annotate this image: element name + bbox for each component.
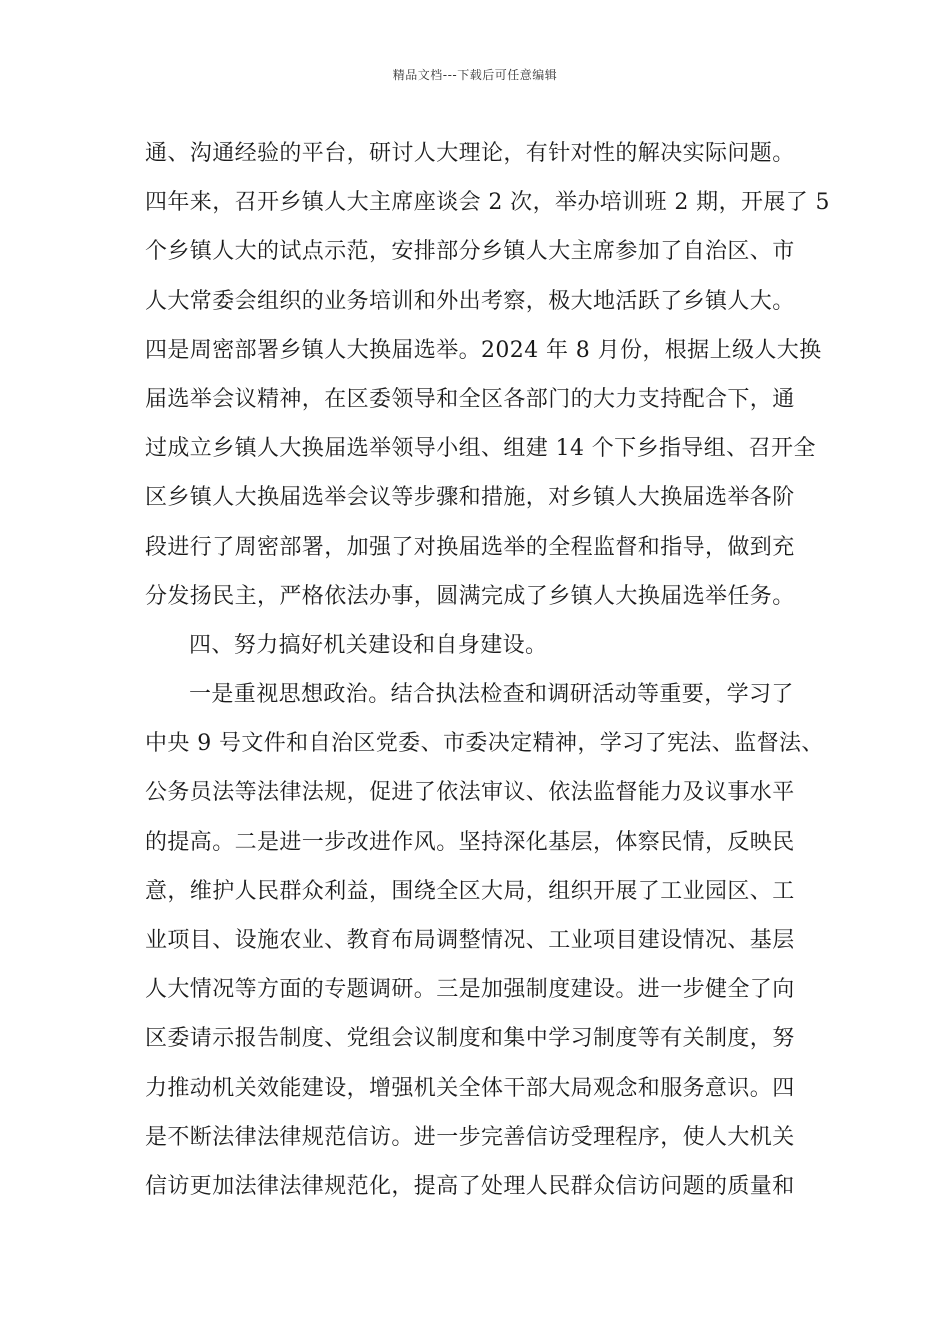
section-heading: 四、努力搞好机关建设和自身建设。 <box>189 632 548 658</box>
body-line: 分发扬民主，严格依法办事，圆满完成了乡镇人大换届选举任务。 <box>145 583 795 609</box>
body-line: 人大常委会组织的业务培训和外出考察，极大地活跃了乡镇人大。 <box>145 288 795 314</box>
body-line: 公务员法等法律法规，促进了依法审议、依法监督能力及议事水平 <box>145 780 795 806</box>
body-line: 一是重视思想政治。结合执法检查和调研活动等重要，学习了 <box>189 682 794 708</box>
document-body <box>145 129 845 1211</box>
body-line: 个乡镇人大的试点示范，安排部分乡镇人大主席参加了自治区、市 <box>145 239 795 265</box>
body-line: 力推动机关效能建设，增强机关全体干部大局观念和服务意识。四 <box>145 1075 795 1101</box>
body-line: 过成立乡镇人大换届选举领导小组、组建 14 个下乡指导组、召开全 <box>145 436 816 462</box>
body-line: 信访更加法律法律规范化，提高了处理人民群众信访问题的质量和 <box>145 1173 795 1199</box>
body-line: 四是周密部署乡镇人大换届选举。2024 年 8 月份，根据上级人大换 <box>145 337 822 363</box>
body-line: 四年来，召开乡镇人大主席座谈会 2 次，举办培训班 2 期，开展了 5 <box>145 190 830 216</box>
body-line: 中央 9 号文件和自治区党委、市委决定精神，学习了宪法、监督法、 <box>145 731 824 757</box>
body-line: 意，维护人民群众利益，围绕全区大局，组织开展了工业园区、工 <box>145 878 795 904</box>
body-line: 届选举会议精神，在区委领导和全区各部门的大力支持配合下，通 <box>145 386 795 412</box>
body-line: 人大情况等方面的专题调研。三是加强制度建设。进一步健全了向 <box>145 977 795 1003</box>
body-line: 段进行了周密部署，加强了对换届选举的全程监督和指导，做到充 <box>145 534 795 560</box>
body-line: 是不断法律法律规范信访。进一步完善信访受理程序，使人大机关 <box>145 1124 795 1150</box>
page-header: 精品文档---下载后可任意编辑 <box>392 68 558 82</box>
body-line: 区委请示报告制度、党组会议制度和集中学习制度等有关制度，努 <box>145 1026 795 1052</box>
body-line: 的提高。二是进一步改进作风。坚持深化基层，体察民情，反映民 <box>145 829 795 855</box>
body-line: 业项目、设施农业、教育布局调整情况、工业项目建设情况、基层 <box>145 928 795 953</box>
body-line: 通、沟通经验的平台，研讨人大理论，有针对性的解决实际问题。 <box>145 141 795 166</box>
body-line: 区乡镇人大换届选举会议等步骤和措施，对乡镇人大换届选举各阶 <box>145 485 795 511</box>
